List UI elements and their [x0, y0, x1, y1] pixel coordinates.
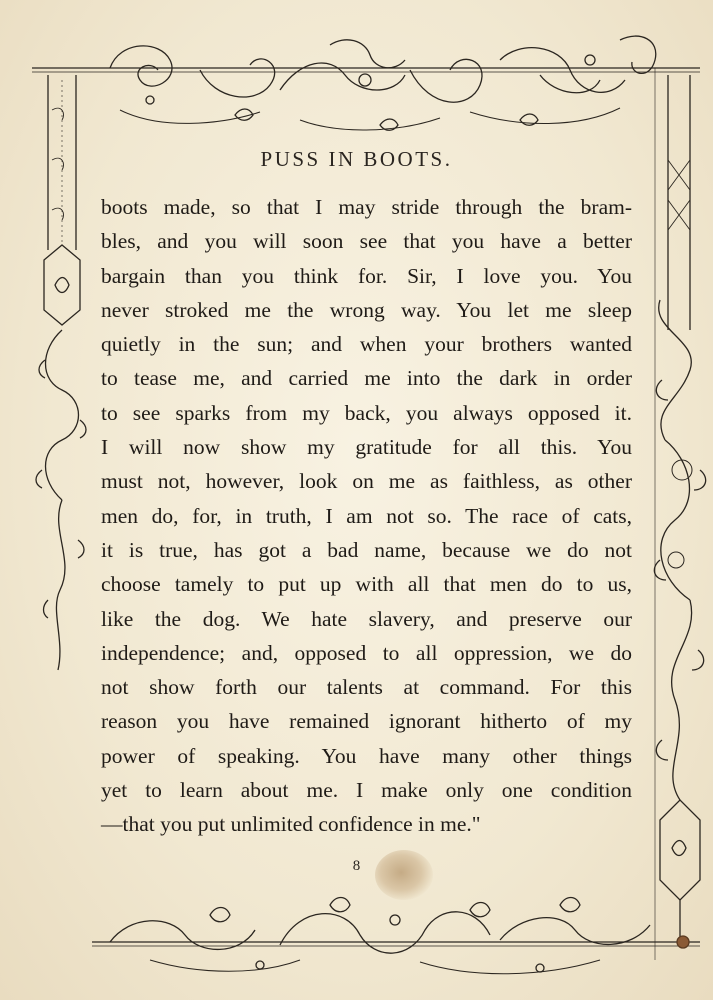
text-line: bles, and you will soon see that you have a better: [101, 229, 632, 254]
body-text: [101, 190, 632, 842]
text-line: —that you put unlimited confidence in me.": [101, 812, 481, 837]
text-line: to see sparks from my back, you always opposed it.: [101, 400, 632, 425]
text-line: quietly in the sun; and when your brothers wanted: [101, 332, 632, 357]
text-line: reason you have remained ignorant hitherto of my: [101, 709, 632, 734]
text-line: to tease me, and carried me into the dark in order: [101, 366, 632, 391]
text-line: power of speaking. You have many other things: [101, 743, 632, 768]
text-line: I will now show my gratitude for all this. You: [101, 435, 632, 460]
text-line: not show forth our talents at command. For this: [101, 675, 632, 700]
text-line: never stroked me the wrong way. You let me sleep: [101, 297, 632, 322]
text-line: like the dog. We hate slavery, and preserve our: [101, 606, 632, 631]
text-line: boots made, so that I may stride through the bram-: [101, 195, 632, 219]
text-line: must not, however, look on me as faithless, as other: [101, 469, 632, 494]
page-number: 8: [352, 858, 361, 874]
running-header: PUSS IN BOOTS.: [260, 147, 453, 171]
text-line: choose tamely to put up with all that men do to us,: [101, 572, 632, 597]
text-line: independence; and, opposed to all oppression, we do: [101, 640, 632, 665]
text-line: it is true, has got a bad name, because we do not: [101, 537, 632, 562]
text-line: men do, for, in truth, I am not so. The race of cats,: [101, 503, 632, 528]
text-line: bargain than you think for. Sir, I love you. You: [101, 263, 632, 288]
text-line: yet to learn about me. I make only one condition: [101, 778, 632, 803]
